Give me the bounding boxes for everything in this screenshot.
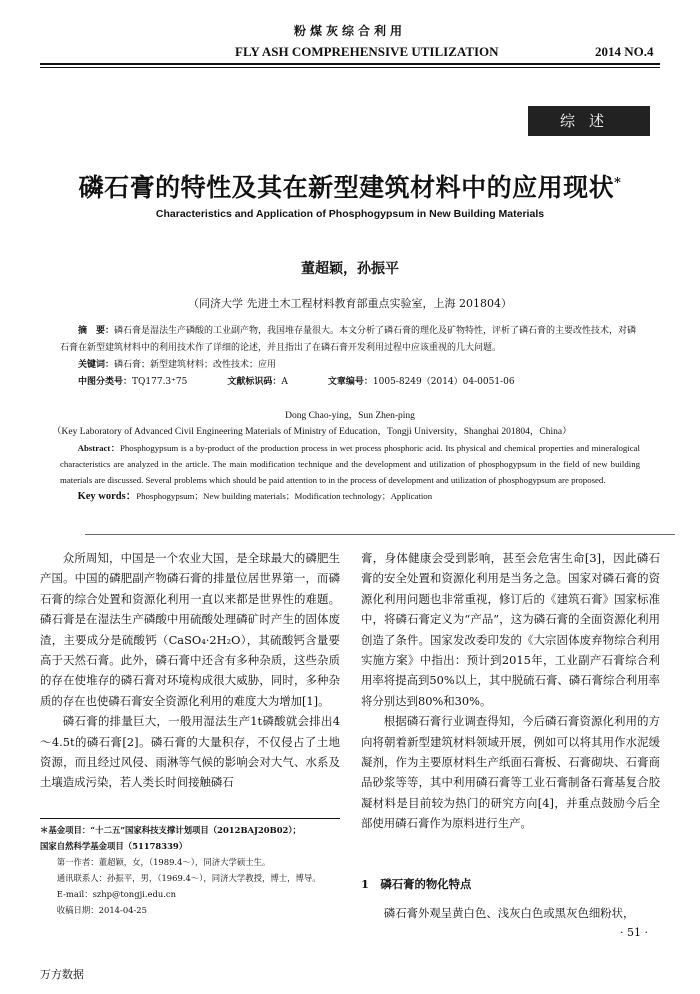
abstract-en-label: Abstract： — [77, 443, 121, 453]
article-title-en: Characteristics and Application of Phosphogypsum in New Building Materials — [155, 208, 545, 220]
authors-cn: 董超颖，孙振平 — [301, 261, 399, 277]
footnote-first-author: 第一作者：董超颖，女，（1989.4～），同济大学硕士生。 — [56, 857, 271, 867]
body-paragraph: 磷石膏的排量巨大，一般用湿法生产1t磷酸就会排出4～4.5t的磷石膏[2]。磷石膏的大量积存，不仅侵占了土地资源，而且经过风侵、雨淋等气候的影响会对大气、水系及土壤造成污染，若人类长时间接触磷石 — [40, 714, 340, 790]
doc-code-label: 文献标识码： — [227, 377, 282, 387]
footer-watermark: 万方数据 — [40, 968, 84, 981]
body-paragraph: 众所周知，中国是一个农业大国，是全球最大的磷肥生产国。中国的磷肥副产物磷石膏的排量位居世界第一，而磷石膏的综合处置和资源化利用一直以来都是世界性的难题。磷石膏是在湿法生产磷酸中用硫酸处理磷矿时产生的固体废渣，主要成分是硫酸钙（CaSO₄·2H₂O），其硫酸钙含量要高于天然石膏。此外，磷石膏中还含有多种杂质，这些杂质的存在使堆存的磷石膏对环境构成很大威胁，同时，多种杂质的存在也使磷石膏安全资源化利用的难度大为增加[1]。 — [40, 551, 340, 708]
body-paragraph: 膏，身体健康会受到影响，甚至会危害生命[3]，因此磷石膏的安全处置和资源化利用是当务之急。国家对磷石膏的资源化利用问题也非常重视，修订后的《建筑石膏》国家标准中，将磷石膏定义为“产品”，这为磷石膏的全面资源化利用创造了条件。国家发改委印发的《大宗固体废弃物综合利用实施方案》中指出：预计到2015年，工业副产石膏综合利用率将提高到50%以上，其中脱硫石膏、磷石膏综合利用率将分别达到80%和30%。 — [361, 551, 660, 708]
keywords-en-label: Key words： — [77, 491, 137, 502]
keywords-en: Phosphogypsum；New building materials；Modification technology；Application — [136, 491, 433, 501]
title-footnote-mark: * — [614, 175, 622, 191]
clc-label: 中图分类号： — [78, 377, 133, 387]
issue-number: 2014 NO.4 — [595, 44, 654, 59]
footnote-fund: ＊基金项目：“十二五”国家科技支撑计划项目（2012BAJ20B02）； — [40, 825, 301, 835]
doc-code-value: A — [281, 377, 288, 387]
journal-title-en: FLY ASH COMPREHENSIVE UTILIZATION — [235, 44, 499, 59]
abstract-en-text: Phosphogypsum is a by-product of the production process in wet process phosphoric acid. Its physical and chemical properties and mineralogical characteristics are analyzed in the article. The main modification technique and the development and utilization of phosphogypsum in the field of new building materials are discussed. Several problems which should be paid attention to in the process of development and utilization of phosphogypsum are proposed. — [60, 443, 640, 485]
header-rule-thin — [40, 67, 660, 68]
abstract-cn — [60, 323, 640, 391]
authors-en: Dong Chao-ying，Sun Zhen-ping — [285, 411, 415, 421]
section-paragraph: 磷石膏外观呈黄白色、浅灰白色或黑灰色细粉状， — [383, 906, 635, 920]
affiliation-cn: （同济大学 先进土木工程材料教育部重点实验室，上海 201804） — [188, 297, 512, 310]
footnote-email: E-mail：szhp@tongji.edu.cn — [56, 889, 176, 899]
affiliation-en: （Key Laboratory of Advanced Civil Engineering Materials of Ministry of Education，Tongji University，Shanghai 201804，China） — [52, 427, 572, 437]
article-no-label: 文章编号： — [327, 377, 373, 387]
abstract-label: 摘 要： — [78, 326, 115, 336]
footnote-rule — [40, 818, 340, 819]
journal-title-cn: 粉煤灰综合利用 — [293, 24, 406, 38]
abstract-divider — [85, 534, 675, 535]
section-heading: 1 磷石膏的物化特点 — [361, 877, 472, 891]
abstract-text: 磷石膏是湿法生产磷酸的工业副产物，我国堆存量很大。本文分析了磷石膏的理化及矿物特性，评析了磷石膏的主要改性技术，对磷石膏在新型建筑材料中的利用技术作了详细的论述，并且指出了在磷石膏开发利用过程中应该重视的几大问题。 — [60, 326, 637, 353]
header-rule — [40, 63, 660, 65]
keywords-label: 关键词： — [78, 360, 115, 370]
footnotes — [40, 822, 340, 918]
abstract-en — [52, 408, 640, 505]
article-title-cn — [0, 168, 700, 204]
footnote-fund-2: 国家自然科学基金项目（51178339） — [40, 841, 188, 851]
body-paragraph: 根据磷石膏行业调查得知，今后磷石膏资源化利用的方向将朝着新型建筑材料领域开展，例如可以将其用作水泥缓凝剂，作为主要原材料生产纸面石膏板、石膏砌块、石膏商品砂浆等等，其中利用磷石膏等工业石膏制备石膏基复合胶凝材料是目前较为热门的研究方向[4]，并重点鼓励今后全部使用磷石膏作为原料进行生产。 — [361, 714, 660, 831]
body-column-right — [361, 548, 660, 834]
footnote-contact: 通讯联系人：孙振平，男，（1969.4～），同济大学教授，博士，博导。 — [56, 873, 321, 883]
keywords-cn: 磷石膏；新型建筑材料；改性技术；应用 — [114, 360, 277, 370]
footnote-received: 收稿日期：2014-04-25 — [56, 905, 147, 915]
article-no-value: 1005-8249（2014）04-0051-06 — [372, 377, 515, 387]
title-text: 磷石膏的特性及其在新型建筑材料中的应用现状 — [78, 173, 615, 202]
clc-value: TQ177.3⁺75 — [132, 377, 188, 387]
section-badge: 综述 — [528, 106, 650, 136]
page-number: · 51 · — [620, 926, 648, 939]
body-column-left — [40, 548, 340, 793]
